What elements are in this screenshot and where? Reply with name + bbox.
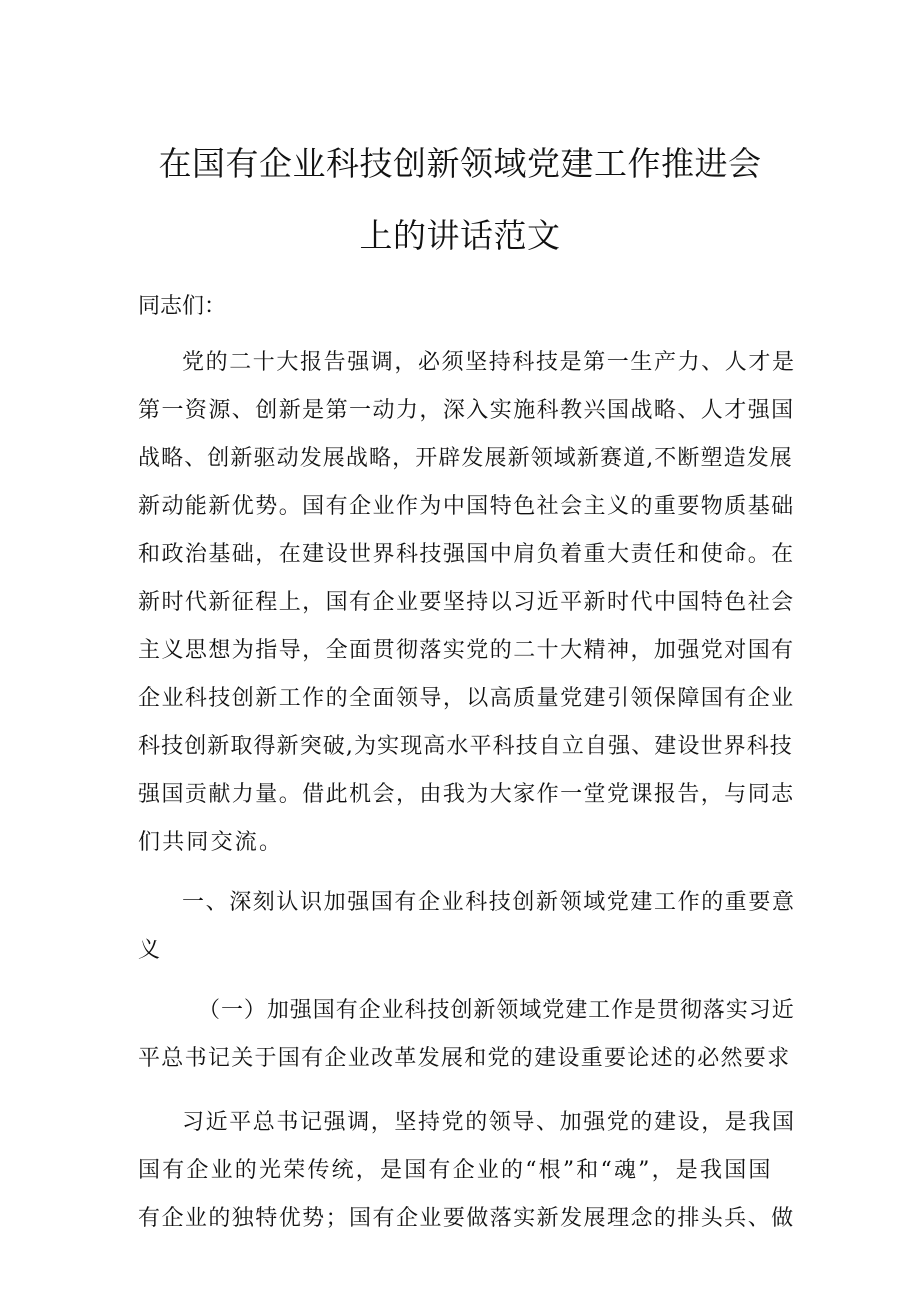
paragraph1-line: 新动能新优势。国有企业作为中国特色社会主义的重要物质基础: [138, 494, 795, 519]
document-body: [138, 0, 798, 1301]
salutation: 同志们：: [138, 294, 227, 319]
section-heading-line: 一、深刻认识加强国有企业科技创新领域党建工作的重要意: [182, 890, 796, 915]
document-title-line-1: 在国有企业科技创新领域党建工作推进会: [158, 144, 762, 183]
paragraph1-line: 新时代新征程上，国有企业要坚持以习近平新时代中国特色社会: [138, 590, 795, 615]
paragraph1-line: 企业科技创新工作的全面领导，以高质量党建引领保障国有企业: [138, 686, 795, 711]
paragraph1-line: 战略、创新驱动发展战略，开辟发展新领域新赛道,不断塑造发展: [138, 446, 793, 471]
section-heading-line: 义: [138, 938, 161, 963]
paragraph2-line: 国有企业的光荣传统，是国有企业的“根”和“魂”，是我国国: [138, 1158, 773, 1183]
paragraph1-line: 第一资源、创新是第一动力，深入实施科教兴国战略、人才强国: [138, 398, 795, 423]
document-title-line-2: 上的讲话范文: [359, 216, 561, 255]
paragraph1-line: 党的二十大报告强调，必须坚持科技是第一生产力、人才是: [182, 350, 796, 375]
paragraph1-line: 强国贡献力量。借此机会，由我为大家作一堂党课报告，与同志: [138, 782, 795, 807]
paragraph2-line: 有企业的独特优势；国有企业要做落实新发展理念的排头兵、做: [138, 1206, 795, 1231]
paragraph1-line: 科技创新取得新突破,为实现高水平科技自立自强、建设世界科技: [138, 734, 793, 759]
paragraph1-line: 们共同交流。: [138, 830, 284, 855]
paragraph1-line: 主义思想为指导，全面贯彻落实党的二十大精神，加强党对国有: [138, 638, 795, 663]
subsection-heading-line: （一）加强国有企业科技创新领域党建工作是贯彻落实习近: [198, 998, 795, 1023]
paragraph1-line: 和政治基础，在建设世界科技强国中肩负着重大责任和使命。在: [138, 542, 795, 567]
subsection-heading-line: 平总书记关于国有企业改革发展和党的建设重要论述的必然要求: [138, 1046, 791, 1071]
paragraph2-line: 习近平总书记强调，坚持党的领导、加强党的建设，是我国: [182, 1110, 796, 1135]
